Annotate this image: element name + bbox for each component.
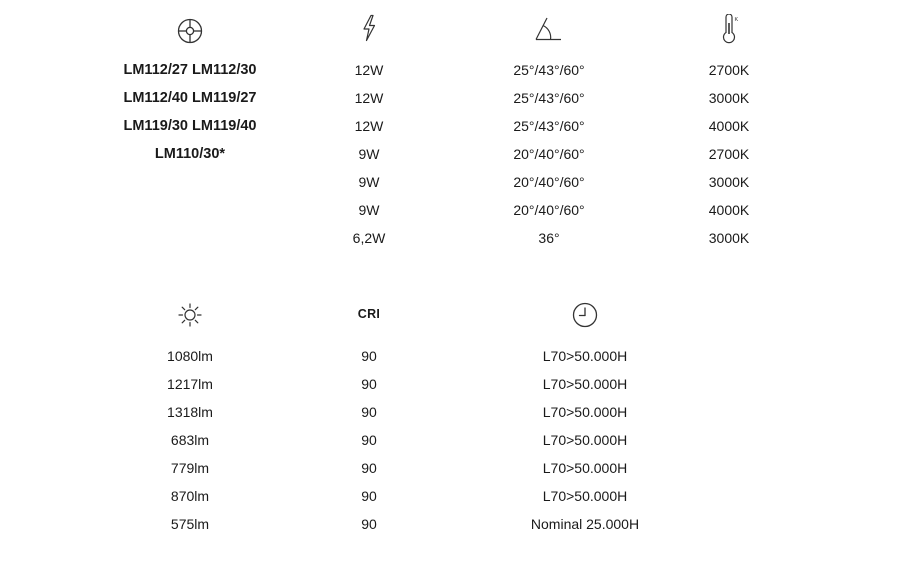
beam-angle-value: 20°/40°/60° bbox=[513, 174, 585, 190]
lifetime-value: L70>50.000H bbox=[542, 488, 628, 504]
cri-value: 90 bbox=[361, 376, 377, 392]
sun-brightness-icon bbox=[176, 301, 204, 329]
color-temperature-value: 2700K bbox=[708, 62, 750, 78]
clock-icon bbox=[571, 301, 599, 329]
power-value: 9W bbox=[358, 202, 380, 218]
svg-text:K: K bbox=[734, 17, 739, 23]
cri-value: 90 bbox=[361, 488, 377, 504]
lifetime-value: L70>50.000H bbox=[542, 460, 628, 476]
cri-value: 90 bbox=[361, 404, 377, 420]
lumen-value: 1318lm bbox=[167, 404, 213, 420]
beam-angle-icon bbox=[533, 15, 563, 43]
color-temperature-value: 3000K bbox=[708, 174, 750, 190]
lumen-value: 1080lm bbox=[167, 348, 213, 364]
beam-angle-value: 20°/40°/60° bbox=[513, 202, 585, 218]
power-value: 6,2W bbox=[352, 230, 386, 246]
lumen-value: 683lm bbox=[170, 432, 210, 448]
model-label: LM112/27 LM112/30 bbox=[123, 62, 257, 78]
lumen-value: 575lm bbox=[170, 516, 210, 532]
model-label: LM119/30 LM119/40 bbox=[123, 118, 257, 134]
lifetime-value: L70>50.000H bbox=[542, 348, 628, 364]
color-temperature-thermometer-icon bbox=[719, 14, 741, 44]
color-temperature-value: 4000K bbox=[708, 118, 750, 134]
lumen-value: 870lm bbox=[170, 488, 210, 504]
lifetime-value: L70>50.000H bbox=[542, 376, 628, 392]
power-lightning-icon bbox=[360, 14, 378, 42]
cri-value: 90 bbox=[361, 516, 377, 532]
power-value: 9W bbox=[358, 146, 380, 162]
lumen-value: 779lm bbox=[170, 460, 210, 476]
color-temperature-value: 3000K bbox=[708, 230, 750, 246]
cri-value: 90 bbox=[361, 460, 377, 476]
power-value: 12W bbox=[354, 62, 384, 78]
power-value: 12W bbox=[354, 90, 384, 106]
lifetime-value: L70>50.000H bbox=[542, 404, 628, 420]
lumen-value: 1217lm bbox=[167, 376, 213, 392]
cri-value: 90 bbox=[361, 432, 377, 448]
cri-value: 90 bbox=[361, 348, 377, 364]
color-temperature-value: 2700K bbox=[708, 146, 750, 162]
lifetime-value: L70>50.000H bbox=[542, 432, 628, 448]
beam-angle-value: 25°/43°/60° bbox=[513, 90, 585, 106]
model-label: LM112/40 LM119/27 bbox=[123, 90, 257, 106]
power-value: 9W bbox=[358, 174, 380, 190]
cri-header: CRI bbox=[357, 307, 381, 321]
beam-angle-value: 25°/43°/60° bbox=[513, 62, 585, 78]
lifetime-value: Nominal 25.000H bbox=[530, 516, 640, 532]
color-temperature-value: 4000K bbox=[708, 202, 750, 218]
beam-angle-value: 25°/43°/60° bbox=[513, 118, 585, 134]
model-label: LM110/30* bbox=[154, 146, 226, 162]
color-temperature-value: 3000K bbox=[708, 90, 750, 106]
power-value: 12W bbox=[354, 118, 384, 134]
beam-angle-value: 20°/40°/60° bbox=[513, 146, 585, 162]
spotlight-icon bbox=[176, 17, 204, 45]
beam-angle-value: 36° bbox=[538, 230, 560, 246]
